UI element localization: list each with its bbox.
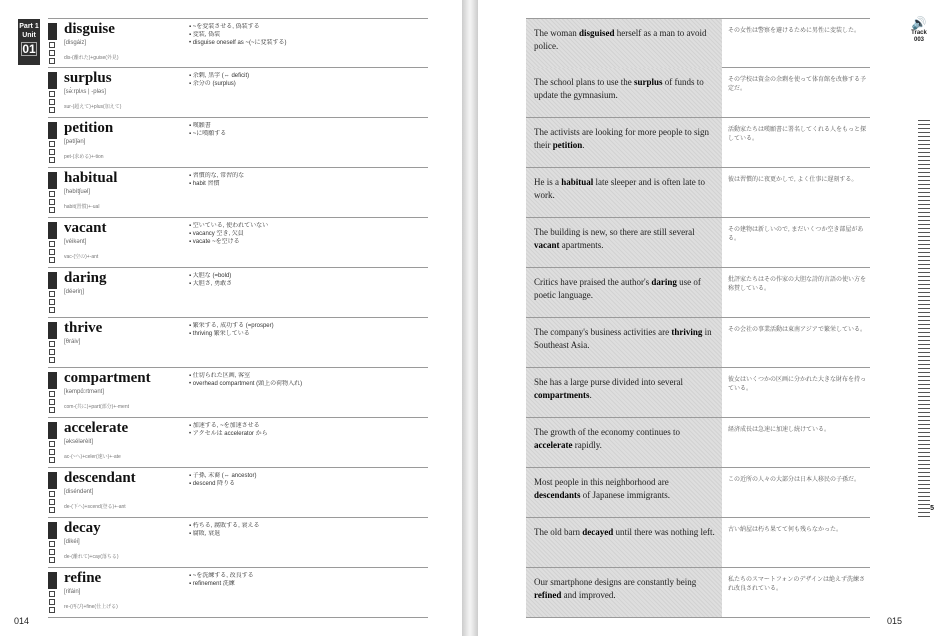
example-sentence-jp: その建物は新しいので, まだいくつか空き部屋がある。 (728, 227, 864, 242)
definition-line: ▪ 腐敗, 衰退 (189, 531, 221, 538)
definition-line: ▪ thriving 繁栄している (189, 331, 250, 338)
headword: decay (64, 520, 101, 536)
definition-line: ▪ vacate ~を空ける (189, 239, 240, 246)
entry-number-tab (48, 122, 57, 139)
pronunciation: [kəmpɑ́:rtmənt] (64, 389, 105, 395)
etymology: sur-(超えて)+plus(加えて) (64, 104, 122, 110)
definition-line: ▪ 余剰, 黒字 (⇔ deficit) (189, 73, 250, 79)
definition-line: • disguise oneself as ~(~に変装する) (189, 40, 287, 47)
definition-line: ▪ 空いている, 使われていない (189, 223, 269, 229)
headword: refine (64, 570, 102, 586)
entry-number-tab (48, 572, 57, 589)
definition-line: ▪ 大胆な (=bold) (189, 273, 232, 279)
example-row (526, 518, 870, 568)
check-box[interactable] (49, 391, 55, 397)
definition-line: ▪ habit 習慣 (189, 181, 220, 188)
example-row (526, 468, 870, 518)
checkboxes (49, 591, 54, 615)
check-box[interactable] (49, 491, 55, 497)
example-sentence-en: The school plans to use the surplus of funds to update the gymnasium. (526, 68, 722, 117)
pronunciation: [həbítʃuəl] (64, 189, 91, 195)
etymology: pet-(求める)+-tion (64, 154, 104, 160)
headword: habitual (64, 170, 118, 186)
definition-line: ▪ ~に嘆願する (189, 131, 227, 138)
check-box[interactable] (49, 407, 55, 413)
definition-line: ▪ refinement 洗練 (189, 581, 235, 588)
vocab-entry (48, 268, 428, 318)
check-box[interactable] (49, 58, 55, 64)
entry-number-tab (48, 23, 57, 40)
example-sentence-list (526, 18, 870, 618)
check-box[interactable] (49, 141, 55, 147)
vocab-entry (48, 518, 428, 568)
check-box[interactable] (49, 449, 55, 455)
unit-number: 01 (22, 42, 36, 57)
check-box[interactable] (49, 99, 55, 105)
etymology: habit(習慣)+-ual (64, 204, 100, 210)
example-sentence-jp: この近所の人々の大部分は日本人移民の子孫だ。 (728, 477, 861, 483)
example-row (526, 168, 870, 218)
definition-line: ▪ 朽ちる, 腐敗する, 衰える (189, 523, 260, 529)
example-row (526, 318, 870, 368)
check-box[interactable] (49, 507, 55, 513)
check-box[interactable] (49, 399, 55, 405)
example-sentence-jp: 活動家たちは嘆願書に署名してくれる人をもっと探している。 (728, 127, 867, 142)
pronunciation: [déəriŋ] (64, 289, 85, 295)
example-row (526, 268, 870, 318)
right-page-number: 015 (886, 616, 902, 626)
etymology: vac-(空の)+-ant (64, 254, 99, 260)
definitions (189, 572, 424, 588)
example-row (526, 418, 870, 468)
check-box[interactable] (49, 249, 55, 255)
check-box[interactable] (49, 591, 55, 597)
part-label: Part 1 (19, 23, 39, 30)
right-page (478, 0, 940, 636)
checkboxes (49, 91, 54, 115)
example-sentence-jp: その会社の事業活動は東南アジアで繁栄している。 (728, 327, 866, 333)
vocab-entry (48, 168, 428, 218)
example-sentence-jp: その学校は資金の余剰を使って体育館を改修する予定だ。 (728, 77, 867, 92)
definition-line: ▪ ~を洗練する, 改良する (189, 573, 254, 579)
pronunciation: [θráiv] (64, 339, 81, 345)
example-row (526, 368, 870, 418)
example-sentence-jp: 私たちのスマートフォンのデザインは絶えず洗練され改良されている。 (728, 577, 865, 592)
example-sentence-en: The woman disguised herself as a man to avoid police. (526, 19, 722, 68)
check-box[interactable] (49, 50, 55, 56)
entry-number-tab (48, 72, 57, 89)
example-sentence-jp: その女性は警察を避けるために男性に変装した。 (728, 28, 861, 34)
entry-number-tab (48, 322, 57, 339)
entry-number-tab (48, 172, 57, 189)
check-box[interactable] (49, 549, 55, 555)
entry-number-tab (48, 372, 57, 389)
book-gutter (462, 0, 478, 636)
checkboxes (49, 441, 54, 465)
example-sentence-jp: 彼は習慣的に夜更かしで, よく仕事に遅刻する。 (728, 177, 858, 183)
pronunciation: [rifáin] (64, 589, 81, 595)
pronunciation: [əksélərèit] (64, 439, 94, 445)
checkboxes (49, 391, 54, 415)
headword: petition (64, 120, 114, 136)
check-box[interactable] (49, 291, 55, 297)
vocab-entry (48, 568, 428, 618)
example-sentence-en: Critics have praised the author's daring use of poetic language. (526, 268, 722, 317)
check-box[interactable] (49, 42, 55, 48)
definition-line: ▪ vacancy 空き, 欠員 (189, 231, 244, 238)
example-row (526, 568, 870, 618)
check-box[interactable] (49, 349, 55, 355)
vocab-entry (48, 318, 428, 368)
definitions (189, 222, 424, 246)
check-box[interactable] (49, 541, 55, 547)
check-box[interactable] (49, 457, 55, 463)
entry-number-tab (48, 522, 57, 539)
entry-number-tab (48, 472, 57, 489)
headword: disguise (64, 21, 115, 37)
checkboxes (49, 241, 54, 265)
speaker-icon: 🔊 (911, 16, 927, 30)
definitions (189, 522, 424, 538)
vocab-entry (48, 18, 428, 68)
headword: accelerate (64, 420, 129, 436)
check-box[interactable] (49, 157, 55, 163)
definitions (189, 272, 424, 288)
definition-line: ▪ ~を変装させる, 偽装する (189, 24, 260, 30)
checkboxes (49, 42, 54, 66)
etymology: de-(下へ)+scend(登る)+-ant (64, 504, 126, 510)
part-badge (18, 19, 40, 65)
example-sentence-jp: 経済成長は急速に加速し続けている。 (728, 427, 831, 433)
example-row (526, 218, 870, 268)
vocab-entry (48, 68, 428, 118)
example-sentence-en: The old barn decayed until there was nothing left. (526, 518, 722, 567)
check-box[interactable] (49, 599, 55, 605)
headword: thrive (64, 320, 103, 336)
definition-line: ▪ 習慣的な, 常習的な (189, 173, 245, 179)
headword: vacant (64, 220, 107, 236)
headword: descendant (64, 470, 136, 486)
example-sentence-en: The building is new, so there are still several vacant apartments. (526, 218, 722, 267)
etymology: re-(再び)+fine(仕上げる) (64, 604, 118, 610)
definitions (189, 23, 424, 47)
vocabulary-list (48, 18, 428, 618)
unit-label: Unit (22, 32, 36, 40)
entry-number-tab (48, 272, 57, 289)
check-box[interactable] (49, 607, 55, 613)
definitions (189, 422, 424, 438)
example-sentence-en: The company's business activities are thriving in Southeast Asia. (526, 318, 722, 367)
definition-line: ▪ 子孫, 末裔 (⇔ ancestor) (189, 473, 257, 479)
example-sentence-en: She has a large purse divided into several compartments. (526, 368, 722, 417)
pronunciation: [véikənt] (64, 239, 87, 245)
pronunciation: [dikéi] (64, 539, 80, 545)
check-box[interactable] (49, 299, 55, 305)
example-sentence-en: The growth of the economy continues to accelerate rapidly. (526, 418, 722, 467)
example-sentence-jp: 批評家たちはその作家の大胆な詩的言語の使い方を称賛している。 (728, 277, 867, 292)
check-box[interactable] (49, 557, 55, 563)
entry-number-tab (48, 422, 57, 439)
definition-line: ▪ 大胆さ, 勇敢さ (189, 281, 233, 288)
check-box[interactable] (49, 499, 55, 505)
track-number: 003 (913, 37, 924, 44)
definition-line: ▪ descend 降りる (189, 481, 236, 488)
definitions (189, 172, 424, 188)
definitions (189, 472, 424, 488)
vocab-entry (48, 368, 428, 418)
track-label: Track (911, 30, 927, 36)
etymology: dis-(離れた)+guise(外見) (64, 55, 119, 61)
checkboxes (49, 191, 54, 215)
etymology: ac-(~へ)+celer(速い)+-ate (64, 454, 121, 460)
checkboxes (49, 541, 54, 565)
headword: compartment (64, 370, 151, 386)
thumb-index-strip (918, 120, 930, 520)
check-box[interactable] (49, 257, 55, 263)
check-box[interactable] (49, 107, 55, 113)
pronunciation: [disgáiz] (64, 40, 87, 46)
left-page (0, 0, 462, 636)
check-box[interactable] (49, 199, 55, 205)
vocab-entry (48, 218, 428, 268)
check-box[interactable] (49, 441, 55, 447)
check-box[interactable] (49, 149, 55, 155)
etymology: com-(共に)+part(部分)+-ment (64, 404, 130, 410)
headword: daring (64, 270, 107, 286)
definitions (189, 122, 424, 138)
definitions (189, 372, 424, 388)
definition-line: • アクセルは accelerator から (189, 431, 268, 438)
check-box[interactable] (49, 357, 55, 363)
example-sentence-en: Our smartphone designs are constantly being refined and improved. (526, 568, 722, 617)
example-row (526, 18, 870, 68)
definition-line: ▪ 繁栄する, 成功する (=prosper) (189, 323, 274, 329)
definition-line: ▪ 加速する, ~を加速させる (189, 423, 260, 429)
audio-track[interactable] (906, 16, 932, 44)
entry-number-tab (48, 222, 57, 239)
vocab-entry (48, 418, 428, 468)
example-row (526, 118, 870, 168)
checkboxes (49, 141, 54, 165)
pronunciation: [pətíʃən] (64, 139, 86, 145)
check-box[interactable] (49, 91, 55, 97)
example-sentence-jp: 彼女はいくつかの区画に分かれた大きな財布を持っている。 (728, 377, 867, 392)
etymology: de-(離れて)+cay(落ちる) (64, 554, 119, 560)
definition-line: • overhead compartment (頭上の荷物入れ) (189, 381, 303, 388)
example-sentence-jp: 古い納屋は朽ち果てて何も残らなかった。 (728, 527, 843, 533)
definition-line: ▪ 嘆願書 (189, 123, 211, 129)
definition-line: ▪ 仕切られた区画, 客室 (189, 373, 251, 379)
definitions (189, 72, 424, 88)
check-box[interactable] (49, 341, 55, 347)
checkboxes (49, 291, 54, 315)
check-box[interactable] (49, 307, 55, 313)
definition-line: ▪ 変装, 偽装 (189, 32, 221, 39)
check-box[interactable] (49, 241, 55, 247)
headword: surplus (64, 70, 112, 86)
left-page-number: 014 (14, 616, 30, 626)
thumb-index-marker: 5 (930, 505, 934, 512)
example-sentence-en: The activists are looking for more people to sign their petition. (526, 118, 722, 167)
definitions (189, 322, 424, 338)
example-sentence-en: Most people in this neighborhood are descendants of Japanese immigrants. (526, 468, 722, 517)
pronunciation: [diséndənt] (64, 489, 94, 495)
vocab-entry (48, 468, 428, 518)
example-row (526, 68, 870, 118)
check-box[interactable] (49, 207, 55, 213)
example-sentence-en: He is a habitual late sleeper and is often late to work. (526, 168, 722, 217)
vocab-entry (48, 118, 428, 168)
definition-line: ▪ 余分の (surplus) (189, 81, 236, 88)
pronunciation: [sə́:rplʌs | -pləs] (64, 89, 106, 95)
checkboxes (49, 491, 54, 515)
check-box[interactable] (49, 191, 55, 197)
checkboxes (49, 341, 54, 365)
